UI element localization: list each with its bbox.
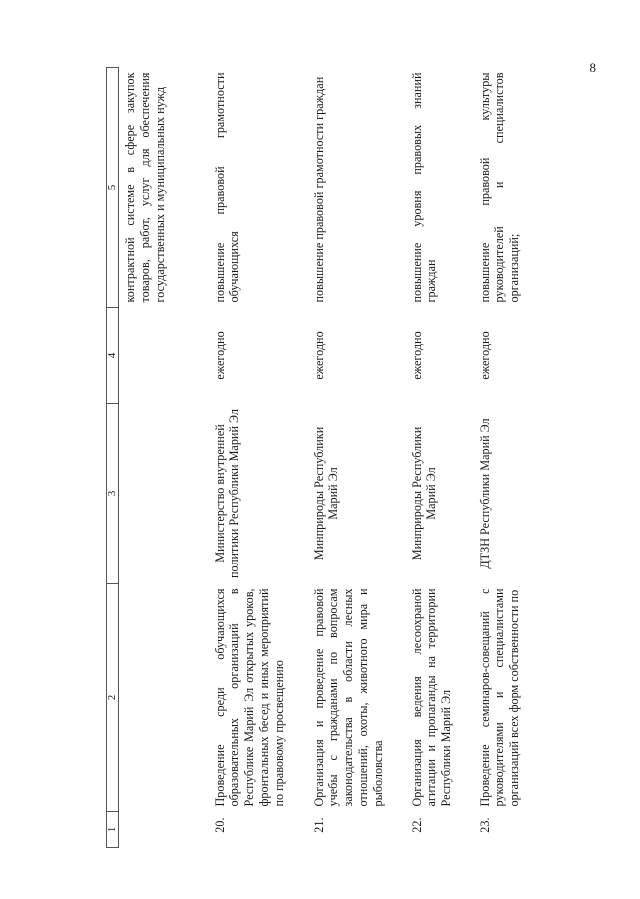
column-header-3: 3 [107,404,119,584]
result-cell: повышение правовой культуры руководителей и специалистов организаций; [477,72,522,303]
result-cell: повышение уровня правовых знаний граждан [409,72,439,303]
table-row [308,68,406,848]
period-cell: ежегодно [477,331,492,380]
column-header-5: 5 [107,68,119,308]
executor-cell [119,404,209,584]
page-number: 8 [589,60,596,75]
result-cell: контрактной системе в сфере закупок товаров, работ, услуг для обеспечения государственных и муниципальных нужд [123,72,167,303]
activity-cell: Проведение семинаров-совещаний с руководителями и специалистами организаций всех форм собственности по [477,588,522,807]
activity-cell: Организация и проведение правовой учебы с гражданами по вопросам законодательства в области лесных отношений, охоты, животного мира и рыболовства [311,588,385,807]
executor-cell: Минприроды Республики Марий Эл [311,426,341,561]
row-number: 23. [477,817,492,833]
executor-cell: ДТЗН Республики Марий Эл [477,418,492,569]
column-header-1: 1 [107,812,119,848]
activity-cell: Проведение среди обучающихся образовательных организаций в Республике Марий Эл открытых уроков, фронтальных бесед и иных мероприятий по правовому просвещению [212,588,286,807]
table-row [119,68,209,848]
activity-cell [119,584,209,812]
activity-cell: Организация ведения лесоохраной агитации и пропаганды на территории Республики Марий Эл [409,588,454,807]
column-header-2: 2 [107,584,119,812]
row-number: 22. [409,817,424,833]
column-header-4: 4 [107,308,119,404]
row-number: 21. [311,817,326,833]
document-table-sheet [106,68,594,848]
plan-table [106,67,534,848]
period-cell [119,308,209,404]
period-cell: ежегодно [212,331,227,380]
result-cell: повышение правовой грамотности граждан [311,76,326,303]
period-cell: ежегодно [409,331,424,380]
period-cell: ежегодно [311,331,326,380]
table-row [406,68,474,848]
result-cell: повышение правовой грамотности обучающихся [212,72,242,303]
row-number: 20. [212,817,227,833]
table-row [474,68,534,848]
executor-cell: Минприроды Республики Марий Эл [409,426,439,561]
column-number-row [107,68,119,848]
row-number [119,812,209,848]
table-row [209,68,308,848]
executor-cell: Министерство внутренней политики Республики Марий Эл [212,409,242,578]
